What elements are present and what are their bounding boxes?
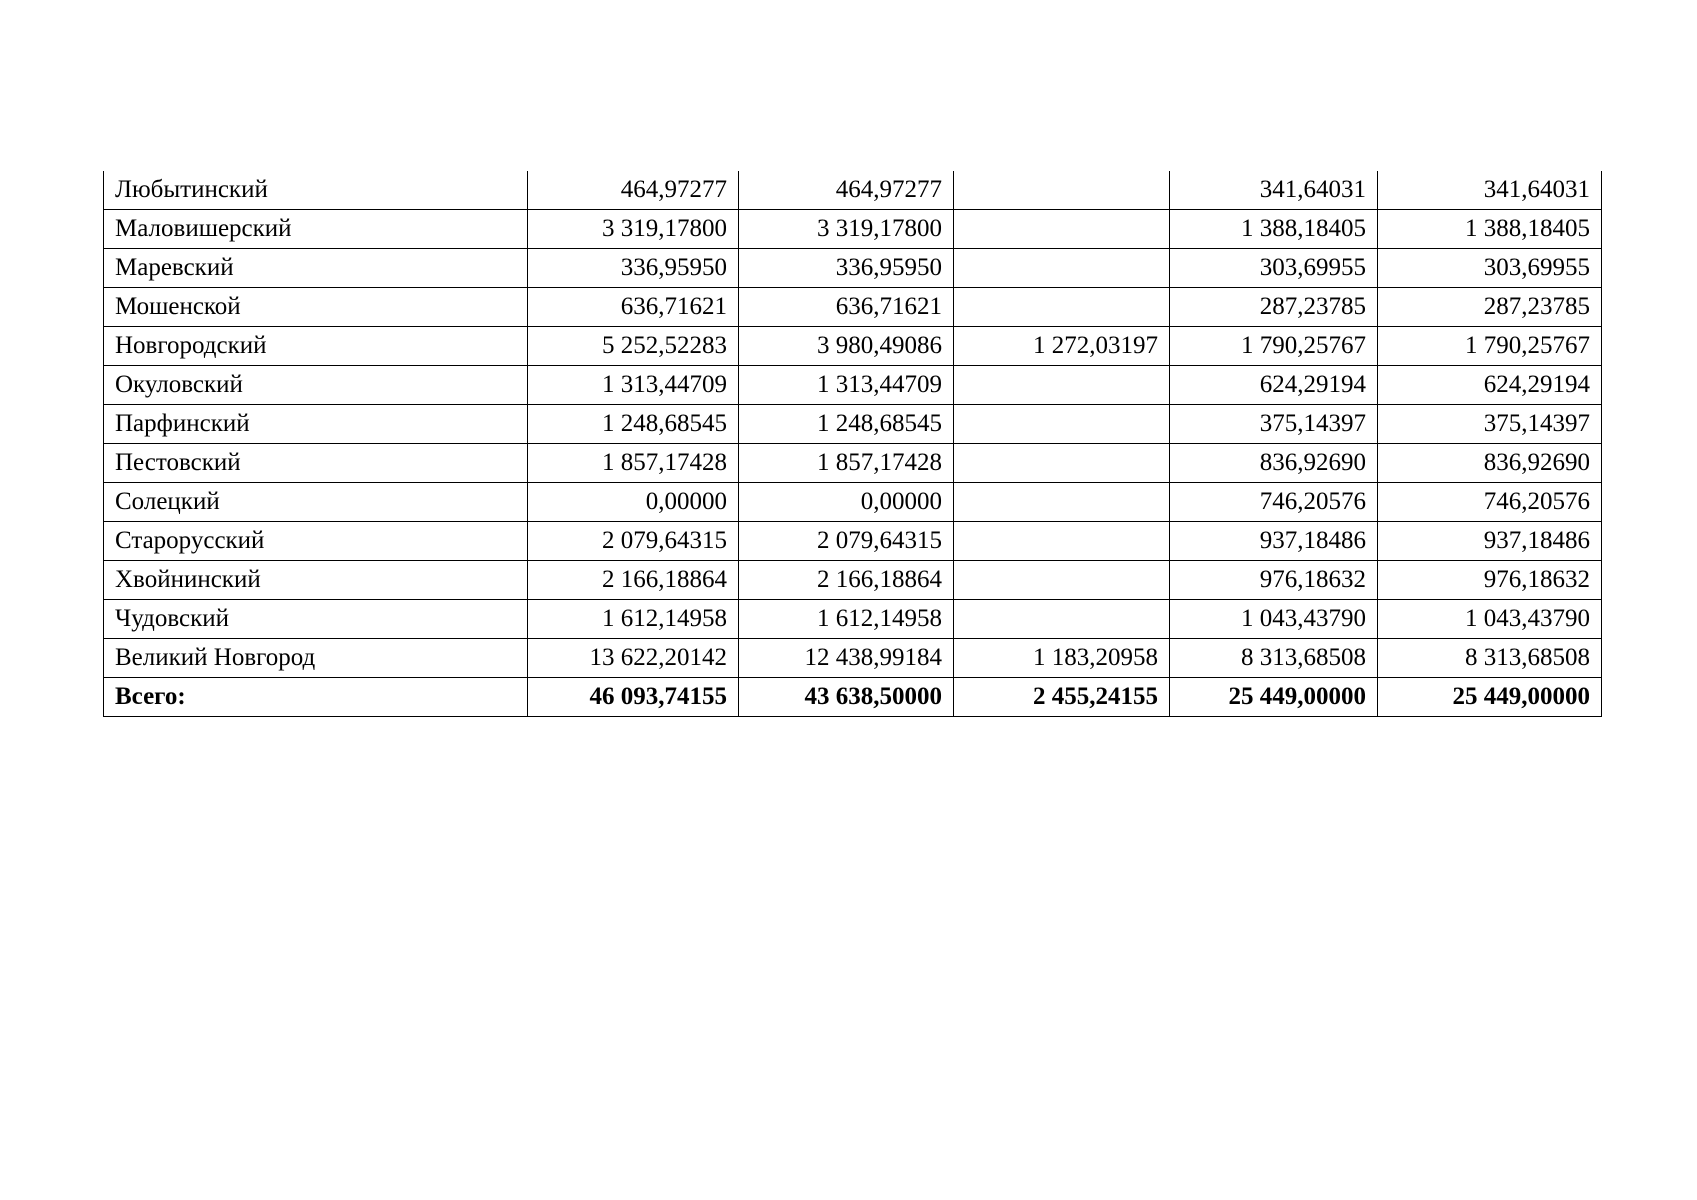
value-cell-col2: 2 079,64315 [739, 522, 954, 561]
value-cell-col4: 287,23785 [1170, 288, 1378, 327]
value-cell-col5: 836,92690 [1378, 444, 1602, 483]
table-row [104, 327, 1602, 366]
value-cell-col1: 1 248,68545 [528, 405, 739, 444]
table-row [104, 171, 1602, 210]
value-cell-col5: 976,18632 [1378, 561, 1602, 600]
value-cell-col2: 3 980,49086 [739, 327, 954, 366]
value-cell-col5: 746,20576 [1378, 483, 1602, 522]
value-cell-col5: 1 043,43790 [1378, 600, 1602, 639]
value-cell-col4: 937,18486 [1170, 522, 1378, 561]
total-value-col4: 25 449,00000 [1170, 678, 1378, 717]
value-cell-col5: 624,29194 [1378, 366, 1602, 405]
value-cell-col5: 303,69955 [1378, 249, 1602, 288]
value-cell-col2: 1 612,14958 [739, 600, 954, 639]
value-cell-col1: 0,00000 [528, 483, 739, 522]
value-cell-col3 [954, 249, 1170, 288]
value-cell-col4: 8 313,68508 [1170, 639, 1378, 678]
value-cell-col3 [954, 405, 1170, 444]
table-row [104, 210, 1602, 249]
value-cell-col1: 464,97277 [528, 171, 739, 210]
total-value-col2: 43 638,50000 [739, 678, 954, 717]
table-row [104, 483, 1602, 522]
table-row [104, 249, 1602, 288]
value-cell-col2: 0,00000 [739, 483, 954, 522]
value-cell-col2: 1 313,44709 [739, 366, 954, 405]
district-name-cell: Великий Новгород [104, 639, 528, 678]
value-cell-col1: 3 319,17800 [528, 210, 739, 249]
value-cell-col4: 976,18632 [1170, 561, 1378, 600]
value-cell-col1: 1 857,17428 [528, 444, 739, 483]
value-cell-col2: 2 166,18864 [739, 561, 954, 600]
value-cell-col5: 341,64031 [1378, 171, 1602, 210]
value-cell-col3 [954, 366, 1170, 405]
value-cell-col1: 1 612,14958 [528, 600, 739, 639]
value-cell-col1: 5 252,52283 [528, 327, 739, 366]
value-cell-col3 [954, 210, 1170, 249]
value-cell-col4: 375,14397 [1170, 405, 1378, 444]
value-cell-col2: 12 438,99184 [739, 639, 954, 678]
value-cell-col2: 336,95950 [739, 249, 954, 288]
value-cell-col5: 375,14397 [1378, 405, 1602, 444]
district-name-cell: Чудовский [104, 600, 528, 639]
value-cell-col4: 303,69955 [1170, 249, 1378, 288]
value-cell-col3 [954, 561, 1170, 600]
value-cell-col4: 341,64031 [1170, 171, 1378, 210]
table-row [104, 522, 1602, 561]
total-row [104, 678, 1602, 717]
value-cell-col1: 13 622,20142 [528, 639, 739, 678]
total-value-col1: 46 093,74155 [528, 678, 739, 717]
value-cell-col5: 287,23785 [1378, 288, 1602, 327]
district-name-cell: Парфинский [104, 405, 528, 444]
table-row [104, 405, 1602, 444]
value-cell-col4: 1 790,25767 [1170, 327, 1378, 366]
district-name-cell: Маловишерский [104, 210, 528, 249]
value-cell-col3 [954, 600, 1170, 639]
district-name-cell: Мошенской [104, 288, 528, 327]
total-value-col3: 2 455,24155 [954, 678, 1170, 717]
value-cell-col3 [954, 288, 1170, 327]
district-name-cell: Солецкий [104, 483, 528, 522]
district-name-cell: Пестовский [104, 444, 528, 483]
table-row [104, 561, 1602, 600]
value-cell-col5: 8 313,68508 [1378, 639, 1602, 678]
district-name-cell: Маревский [104, 249, 528, 288]
district-name-cell: Новгородский [104, 327, 528, 366]
value-cell-col1: 2 079,64315 [528, 522, 739, 561]
value-cell-col2: 1 857,17428 [739, 444, 954, 483]
value-cell-col2: 464,97277 [739, 171, 954, 210]
table-row [104, 366, 1602, 405]
value-cell-col2: 3 319,17800 [739, 210, 954, 249]
value-cell-col4: 746,20576 [1170, 483, 1378, 522]
value-cell-col5: 1 790,25767 [1378, 327, 1602, 366]
value-cell-col3 [954, 522, 1170, 561]
value-cell-col3 [954, 444, 1170, 483]
value-cell-col5: 937,18486 [1378, 522, 1602, 561]
value-cell-col1: 336,95950 [528, 249, 739, 288]
district-table [103, 171, 1602, 717]
table-row [104, 288, 1602, 327]
total-value-col5: 25 449,00000 [1378, 678, 1602, 717]
value-cell-col1: 636,71621 [528, 288, 739, 327]
value-cell-col4: 624,29194 [1170, 366, 1378, 405]
value-cell-col2: 636,71621 [739, 288, 954, 327]
value-cell-col4: 836,92690 [1170, 444, 1378, 483]
value-cell-col1: 1 313,44709 [528, 366, 739, 405]
value-cell-col4: 1 388,18405 [1170, 210, 1378, 249]
district-name-cell: Окуловский [104, 366, 528, 405]
table-row [104, 444, 1602, 483]
value-cell-col1: 2 166,18864 [528, 561, 739, 600]
table-row [104, 639, 1602, 678]
value-cell-col4: 1 043,43790 [1170, 600, 1378, 639]
table-row [104, 600, 1602, 639]
district-name-cell: Любытинский [104, 171, 528, 210]
district-name-cell: Хвойнинский [104, 561, 528, 600]
value-cell-col5: 1 388,18405 [1378, 210, 1602, 249]
value-cell-col3 [954, 483, 1170, 522]
total-label-cell: Всего: [104, 678, 528, 717]
district-name-cell: Старорусский [104, 522, 528, 561]
value-cell-col3 [954, 171, 1170, 210]
value-cell-col3: 1 272,03197 [954, 327, 1170, 366]
value-cell-col2: 1 248,68545 [739, 405, 954, 444]
value-cell-col3: 1 183,20958 [954, 639, 1170, 678]
